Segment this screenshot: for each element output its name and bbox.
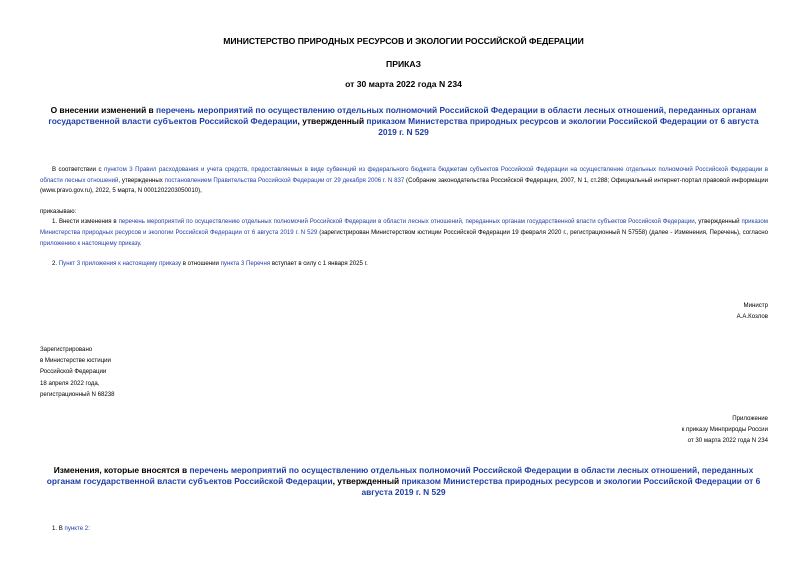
title-link-list[interactable]: перечень мероприятий по осуществлению отдельных полномочий Российской Федерации в области лесных отношений, переданных органам государственной власти субъектов Российской Федерации: [48, 105, 757, 127]
item1-text-1: 1. Внести изменения в: [52, 218, 119, 226]
item-1-paragraph: [40, 217, 768, 249]
order-word: приказываю:: [40, 207, 77, 215]
signature-name: А.А.Козлов: [736, 313, 768, 321]
appendix-title-prefix: Изменения, которые вносятся в: [53, 465, 190, 475]
item2-link-list-point[interactable]: пункта 3 Перечня: [220, 260, 271, 268]
title-prefix: О внесении изменений в: [50, 105, 157, 115]
appendix-title: [40, 465, 767, 499]
appendix-item1-link-point[interactable]: пункте 2: [64, 525, 89, 532]
registration-block: [40, 344, 115, 400]
appendix-note-line: Приложение: [732, 415, 768, 422]
preamble-link-resolution[interactable]: постановлением Правительства Российской Федерации от 29 декабря 2006 г. N 837: [164, 176, 405, 184]
ministry-heading: МИНИСТЕРСТВО ПРИРОДНЫХ РЕСУРСОВ И ЭКОЛОГИИ РОССИЙСКОЙ ФЕДЕРАЦИИ: [223, 36, 584, 46]
item2-text-3: вступает в силу с 1 января 2025 г.: [270, 260, 368, 268]
title-mid: , утвержденный: [297, 116, 367, 127]
item2-link-point[interactable]: Пункт 3 приложения к настоящему приказу: [58, 260, 182, 268]
appendix-item-1: [40, 524, 768, 535]
registration-line: регистрационный N 68238: [40, 390, 115, 398]
document-title: [40, 105, 767, 139]
appendix-note-line: от 30 марта 2022 года N 234: [687, 437, 768, 445]
appendix-item1-text-2: :: [88, 525, 90, 532]
registration-line: 18 апреля 2022 года,: [40, 379, 100, 387]
item1-text-2: , утвержденный: [694, 218, 742, 226]
appendix-title-link-list[interactable]: перечень мероприятий по осуществлению отдельных полномочий Российской Федерации в области лесных отношений, переданных органам государственной власти субъектов Российской Федерации: [46, 465, 754, 487]
registration-line: в Министерстве юстиции: [40, 357, 111, 365]
registration-line: Зарегистрировано: [40, 346, 93, 353]
item1-link-appendix[interactable]: приложению к настоящему приказу: [40, 239, 140, 247]
document-date-number: от 30 марта 2022 года N 234: [345, 79, 462, 89]
appendix-note-line: к приказу Минприроды России: [681, 426, 768, 434]
preamble-text-1: В соответствии с: [52, 166, 105, 173]
item1-link-list[interactable]: перечень мероприятий по осуществлению отдельных полномочий Российской Федерации в области лесных отношений, переданных органам государственной власти субъектов Российской Федерации: [118, 218, 695, 226]
item2-text-1: 2.: [52, 260, 59, 268]
preamble-paragraph: [40, 165, 768, 197]
signature-block: [737, 300, 768, 322]
item1-text-3: (зарегистрирован Министерством юстиции Российской Федерации 19 февраля 2020 г., регистрационный N 57558) (далее - Изменения, Перечень), согласно: [317, 228, 768, 236]
preamble-link-rules[interactable]: пунктом 3 Правил расходования и учета средств, предоставляемых в виде субвенций из федерального бюджета бюджетам субъектов Российской Федерации на осуществление отдельных полномочий Российской Федерации в области лесных отношений: [40, 166, 768, 184]
preamble-text-2: , утвержденных: [118, 176, 165, 184]
preamble-text-3: (Собрание законодательства Российской Федерации, 2007, N 1, ст.288; Официальный интернет-портал правовой информации (www.pravo.gov.ru), 2022, 5 марта, N 0001202203050010),: [40, 176, 768, 195]
appendix-item1-text-1: 1. В: [52, 525, 65, 532]
document-body: [40, 165, 768, 270]
registration-line: Российской Федерации: [40, 368, 107, 376]
appendix-note: [682, 413, 768, 447]
item2-text-2: в отношении: [181, 260, 221, 268]
document-type: ПРИКАЗ: [386, 59, 421, 69]
item1-link-order[interactable]: приказом Министерства природных ресурсов и экологии Российской Федерации от 6 августа 2019 г. N 529: [40, 218, 768, 236]
appendix-title-mid: , утвержденный: [332, 476, 402, 487]
appendix-title-link-order[interactable]: приказом Министерства природных ресурсов и экологии Российской Федерации от 6 августа 2019 г. N 529: [361, 476, 761, 498]
signature-position: Министр: [743, 302, 768, 309]
title-link-order[interactable]: приказом Министерства природных ресурсов и экологии Российской Федерации от 6 августа 2019 г. N 529: [366, 116, 759, 138]
item1-text-4: .: [139, 239, 142, 247]
item-2-paragraph: [40, 259, 768, 270]
